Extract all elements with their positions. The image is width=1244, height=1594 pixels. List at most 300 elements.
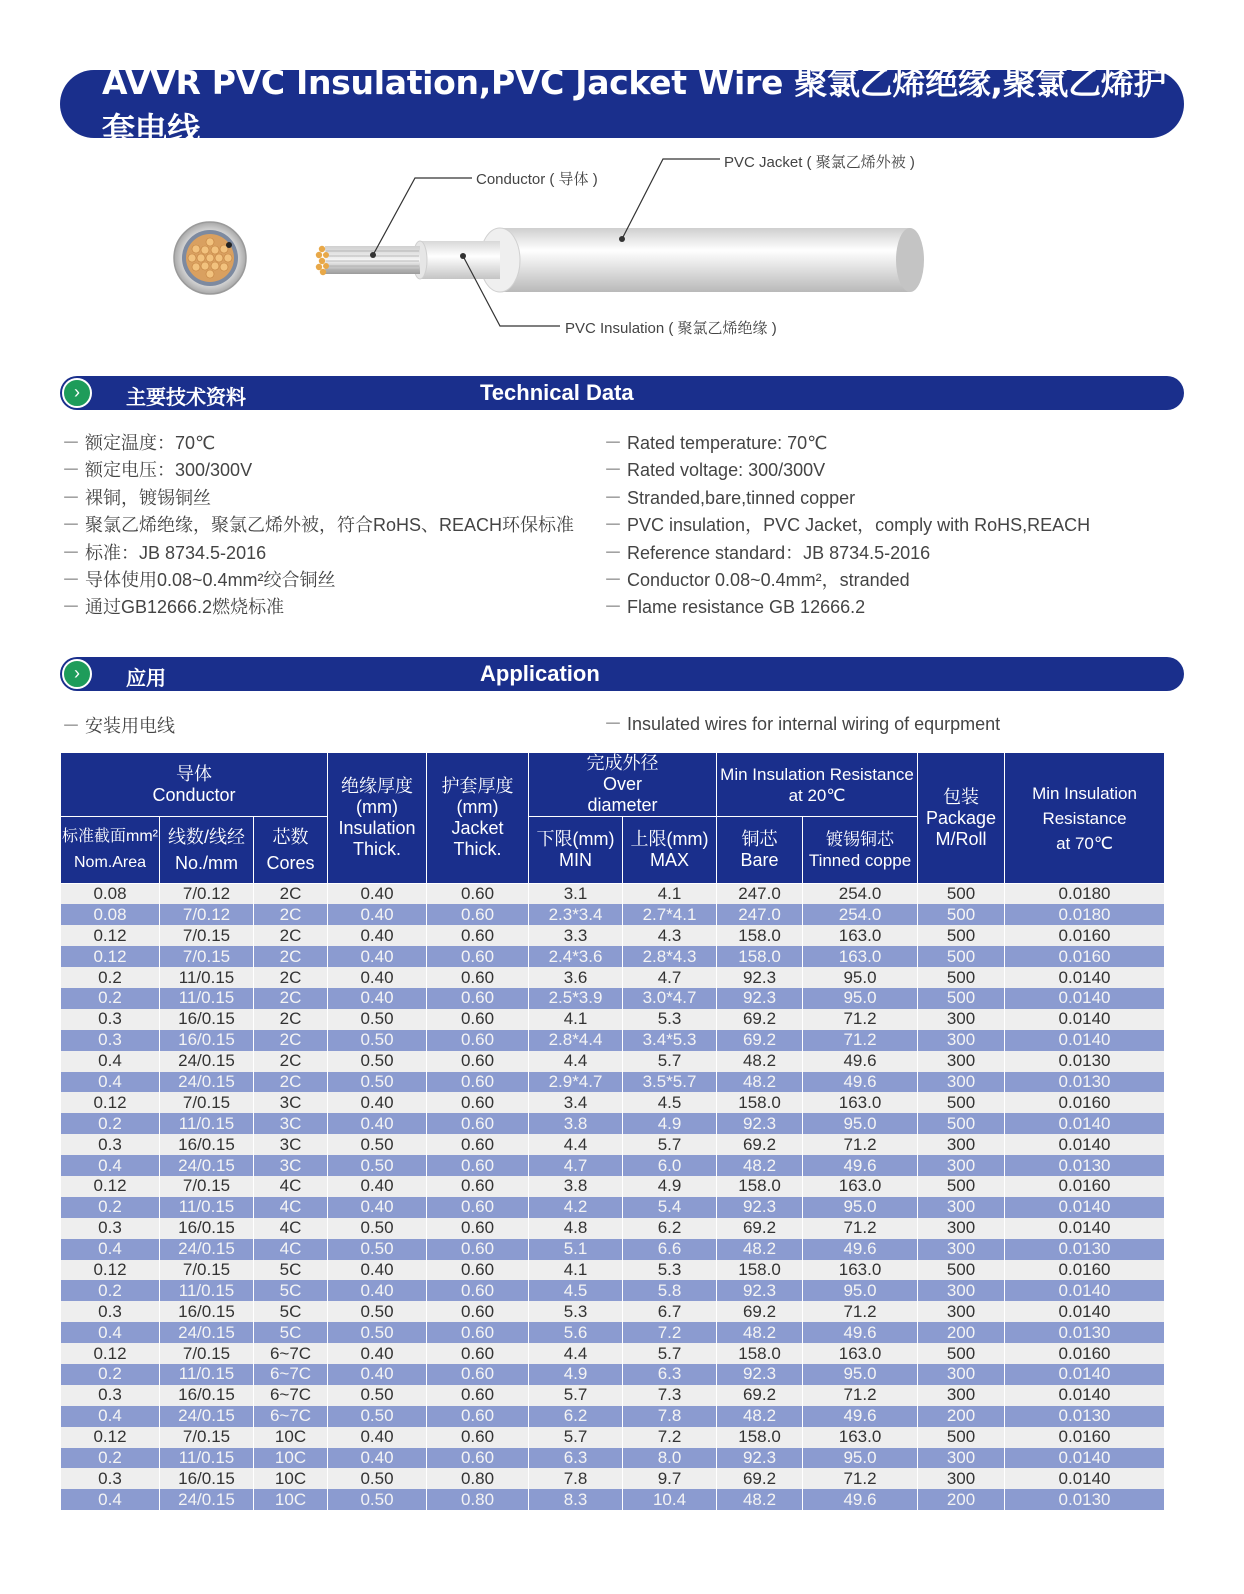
table-row — [61, 1406, 1165, 1427]
table-cell: 163.0 — [803, 946, 918, 967]
table-cell: 6.6 — [623, 1239, 717, 1260]
table-cell: 4C — [254, 1197, 328, 1218]
table-cell: 0.50 — [328, 1301, 427, 1322]
header-bare: 铜芯 Bare — [717, 817, 803, 884]
table-row — [61, 1364, 1165, 1385]
table-cell: 69.2 — [717, 1385, 803, 1406]
application-cn: － 安装用电线 — [62, 716, 176, 736]
table-cell: 0.50 — [328, 1322, 427, 1343]
table-cell: 4.1 — [529, 1260, 623, 1281]
table-cell: 7/0.15 — [160, 1427, 254, 1448]
table-cell: 0.0160 — [1005, 946, 1165, 967]
table-cell: 2C — [254, 988, 328, 1009]
table-cell: 500 — [918, 1092, 1005, 1113]
section-title-en: Technical Data — [480, 380, 634, 405]
table-cell: 0.0140 — [1005, 1218, 1165, 1239]
table-cell: 3.0*4.7 — [623, 988, 717, 1009]
section-title-en: Application — [480, 661, 600, 686]
table-cell: 163.0 — [803, 1092, 918, 1113]
table-cell: 0.40 — [328, 1448, 427, 1469]
table-cell: 0.0130 — [1005, 1072, 1165, 1093]
table-cell: 0.0140 — [1005, 1385, 1165, 1406]
spec-item: － Reference standard：JB 8734.5-2016 — [604, 542, 931, 563]
table-cell: 0.0130 — [1005, 1155, 1165, 1176]
table-cell: 0.0140 — [1005, 1448, 1165, 1469]
table-cell: 7/0.15 — [160, 946, 254, 967]
table-cell: 0.50 — [328, 1051, 427, 1072]
header-min-res-70: Min Insulation Resistance at 70℃ — [1005, 753, 1165, 884]
table-cell: 48.2 — [717, 1489, 803, 1510]
tech-specs-cn — [62, 430, 574, 622]
table-cell: 0.50 — [328, 1218, 427, 1239]
table-cell: 158.0 — [717, 925, 803, 946]
table-cell: 0.40 — [328, 1176, 427, 1197]
table-row — [61, 1092, 1165, 1113]
table-cell: 7/0.15 — [160, 1092, 254, 1113]
table-cell: 247.0 — [717, 884, 803, 905]
table-cell: 0.60 — [427, 1427, 529, 1448]
table-cell: 0.0130 — [1005, 1489, 1165, 1510]
table-cell: 300 — [918, 1134, 1005, 1155]
table-cell: 0.2 — [61, 1448, 160, 1469]
header-nom-area: 标准截面mm² Nom.Area — [61, 817, 160, 884]
table-cell: 300 — [918, 1218, 1005, 1239]
table-cell: 6~7C — [254, 1406, 328, 1427]
table-cell: 5.7 — [623, 1051, 717, 1072]
title-banner — [60, 63, 1184, 149]
table-cell: 0.50 — [328, 1489, 427, 1510]
table-cell: 0.60 — [427, 1051, 529, 1072]
table-cell: 71.2 — [803, 1030, 918, 1051]
table-cell: 158.0 — [717, 946, 803, 967]
table-cell: 4C — [254, 1218, 328, 1239]
table-cell: 0.4 — [61, 1051, 160, 1072]
table-cell: 16/0.15 — [160, 1218, 254, 1239]
table-cell: 0.40 — [328, 1364, 427, 1385]
table-cell: 2C — [254, 904, 328, 925]
table-cell: 92.3 — [717, 1448, 803, 1469]
table-cell: 0.2 — [61, 1364, 160, 1385]
table-cell: 2.9*4.7 — [529, 1072, 623, 1093]
table-cell: 95.0 — [803, 967, 918, 988]
spec-item: － Conductor 0.08~0.4mm²，stranded — [604, 570, 910, 591]
table-cell: 0.40 — [328, 925, 427, 946]
table-cell: 300 — [918, 1301, 1005, 1322]
table-cell: 49.6 — [803, 1155, 918, 1176]
spec-item: － 裸铜，镀锡铜丝 — [62, 487, 212, 508]
table-cell: 71.2 — [803, 1134, 918, 1155]
table-cell: 0.08 — [61, 904, 160, 925]
table-cell: 500 — [918, 884, 1005, 905]
table-cell: 8.0 — [623, 1448, 717, 1469]
table-cell: 0.80 — [427, 1489, 529, 1510]
table-cell: 0.60 — [427, 1280, 529, 1301]
table-cell: 69.2 — [717, 1468, 803, 1489]
header-over-diameter: 完成外径 Over diameter — [529, 753, 717, 817]
header-max: 上限(mm) MAX — [623, 817, 717, 884]
table-row — [61, 1322, 1165, 1343]
table-cell: 95.0 — [803, 1197, 918, 1218]
table-cell: 16/0.15 — [160, 1468, 254, 1489]
table-cell: 11/0.15 — [160, 1280, 254, 1301]
spec-item: － 通过GB12666.2燃烧标准 — [62, 597, 285, 618]
table-row — [61, 904, 1165, 925]
table-cell: 0.0180 — [1005, 904, 1165, 925]
table-cell: 0.50 — [328, 1406, 427, 1427]
table-cell: 254.0 — [803, 904, 918, 925]
table-row — [61, 1113, 1165, 1134]
table-cell: 0.50 — [328, 1155, 427, 1176]
table-cell: 6~7C — [254, 1364, 328, 1385]
table-cell: 300 — [918, 1009, 1005, 1030]
header-cores: 芯数 Cores — [254, 817, 328, 884]
table-cell: 2C — [254, 925, 328, 946]
table-cell: 2.4*3.6 — [529, 946, 623, 967]
table-cell: 95.0 — [803, 1364, 918, 1385]
table-cell: 6.3 — [623, 1364, 717, 1385]
table-cell: 0.40 — [328, 1260, 427, 1281]
table-cell: 7/0.15 — [160, 1176, 254, 1197]
table-cell: 24/0.15 — [160, 1051, 254, 1072]
spec-item: － PVC insulation，PVC Jacket，comply with RoHS,REACH — [604, 515, 1091, 536]
table-cell: 0.60 — [427, 925, 529, 946]
table-cell: 0.0140 — [1005, 1030, 1165, 1051]
table-cell: 0.08 — [61, 884, 160, 905]
table-cell: 0.0140 — [1005, 988, 1165, 1009]
table-cell: 2.5*3.9 — [529, 988, 623, 1009]
table-cell: 2.7*4.1 — [623, 904, 717, 925]
application-header — [60, 657, 1184, 691]
table-row — [61, 1448, 1165, 1469]
table-cell: 0.4 — [61, 1072, 160, 1093]
table-cell: 158.0 — [717, 1427, 803, 1448]
table-cell: 7.8 — [529, 1468, 623, 1489]
technical-data-header — [60, 376, 1184, 410]
table-cell: 4.5 — [529, 1280, 623, 1301]
table-cell: 0.0160 — [1005, 1427, 1165, 1448]
table-cell: 500 — [918, 1343, 1005, 1364]
table-cell: 4.1 — [623, 884, 717, 905]
table-cell: 0.60 — [427, 1301, 529, 1322]
table-cell: 0.40 — [328, 1343, 427, 1364]
table-cell: 2.8*4.3 — [623, 946, 717, 967]
spec-item: － Flame resistance GB 12666.2 — [604, 597, 866, 618]
section-title-cn: 主要技术资料 — [126, 387, 246, 409]
chevron-right-icon: › — [62, 659, 92, 689]
table-cell: 2C — [254, 1030, 328, 1051]
table-cell: 6.0 — [623, 1155, 717, 1176]
table-cell: 5.3 — [529, 1301, 623, 1322]
table-cell: 10C — [254, 1489, 328, 1510]
table-cell: 49.6 — [803, 1072, 918, 1093]
table-cell: 0.4 — [61, 1155, 160, 1176]
table-cell: 163.0 — [803, 1343, 918, 1364]
table-cell: 0.4 — [61, 1406, 160, 1427]
table-cell: 0.3 — [61, 1468, 160, 1489]
table-cell: 0.60 — [427, 1406, 529, 1427]
table-cell: 5.1 — [529, 1239, 623, 1260]
table-cell: 69.2 — [717, 1218, 803, 1239]
table-cell: 0.12 — [61, 946, 160, 967]
table-cell: 6.3 — [529, 1448, 623, 1469]
header-tinned: 镀锡铜芯 Tinned coppe — [803, 817, 918, 884]
page-title: AVVR PVC Insulation,PVC Jacket Wire 聚氯乙烯绝缘,聚氯乙烯护套电线 — [102, 63, 1167, 149]
table-cell: 10C — [254, 1468, 328, 1489]
table-cell: 300 — [918, 1280, 1005, 1301]
table-cell: 10C — [254, 1448, 328, 1469]
table-body — [61, 884, 1165, 1511]
table-cell: 7/0.15 — [160, 1343, 254, 1364]
table-row — [61, 1134, 1165, 1155]
table-cell: 300 — [918, 1072, 1005, 1093]
table-cell: 5C — [254, 1280, 328, 1301]
table-cell: 163.0 — [803, 1427, 918, 1448]
table-cell: 16/0.15 — [160, 1385, 254, 1406]
table-cell: 3.4*5.3 — [623, 1030, 717, 1051]
table-cell: 0.60 — [427, 1260, 529, 1281]
table-row — [61, 946, 1165, 967]
pvc-jacket-label: PVC Jacket ( 聚氯乙烯外被 ) — [724, 154, 915, 171]
header-min-res-20: Min Insulation Resistance at 20℃ — [717, 753, 918, 817]
table-cell: 92.3 — [717, 988, 803, 1009]
table-cell: 0.60 — [427, 1343, 529, 1364]
spec-item: － 聚氯乙烯绝缘，聚氯乙烯外被，符合RoHS、REACH环保标准 — [62, 515, 575, 536]
table-cell: 0.40 — [328, 1092, 427, 1113]
table-cell: 5.4 — [623, 1197, 717, 1218]
table-cell: 0.0180 — [1005, 884, 1165, 905]
table-cell: 16/0.15 — [160, 1009, 254, 1030]
table-cell: 95.0 — [803, 1280, 918, 1301]
table-cell: 0.3 — [61, 1385, 160, 1406]
table-cell: 4C — [254, 1239, 328, 1260]
table-cell: 0.60 — [427, 1197, 529, 1218]
table-cell: 0.2 — [61, 967, 160, 988]
table-cell: 7/0.15 — [160, 1260, 254, 1281]
table-cell: 0.0140 — [1005, 1134, 1165, 1155]
table-cell: 4.1 — [529, 1009, 623, 1030]
table-cell: 300 — [918, 1468, 1005, 1489]
table-cell: 0.60 — [427, 1385, 529, 1406]
table-cell: 49.6 — [803, 1489, 918, 1510]
table-cell: 2C — [254, 1009, 328, 1030]
spec-item: － Stranded,bare,tinned copper — [604, 487, 856, 508]
table-cell: 0.0130 — [1005, 1406, 1165, 1427]
table-cell: 48.2 — [717, 1072, 803, 1093]
table-cell: 2C — [254, 884, 328, 905]
table-cell: 0.4 — [61, 1322, 160, 1343]
table-cell: 11/0.15 — [160, 1113, 254, 1134]
table-cell: 10.4 — [623, 1489, 717, 1510]
spec-item: － 额定温度：70℃ — [62, 433, 216, 453]
table-cell: 0.40 — [328, 1280, 427, 1301]
table-cell: 11/0.15 — [160, 1448, 254, 1469]
table-cell: 0.60 — [427, 988, 529, 1009]
table-cell: 92.3 — [717, 1280, 803, 1301]
table-cell: 0.3 — [61, 1134, 160, 1155]
spec-item: － 额定电压：300/300V — [62, 460, 253, 481]
table-cell: 2C — [254, 967, 328, 988]
table-cell: 0.2 — [61, 1113, 160, 1134]
table-cell: 16/0.15 — [160, 1134, 254, 1155]
table-cell: 0.0140 — [1005, 1197, 1165, 1218]
table-cell: 4.9 — [529, 1364, 623, 1385]
table-cell: 8.3 — [529, 1489, 623, 1510]
table-cell: 92.3 — [717, 1364, 803, 1385]
table-cell: 0.60 — [427, 1092, 529, 1113]
table-cell: 16/0.15 — [160, 1301, 254, 1322]
table-row — [61, 1468, 1165, 1489]
table-cell: 7/0.12 — [160, 884, 254, 905]
table-cell: 4.4 — [529, 1343, 623, 1364]
table-cell: 0.0140 — [1005, 967, 1165, 988]
table-cell: 4.5 — [623, 1092, 717, 1113]
table-cell: 0.50 — [328, 1009, 427, 1030]
table-cell: 0.12 — [61, 1176, 160, 1197]
chevron-right-icon: › — [62, 378, 92, 408]
table-cell: 0.50 — [328, 1385, 427, 1406]
table-cell: 5.7 — [529, 1427, 623, 1448]
table-row — [61, 1280, 1165, 1301]
table-row — [61, 1072, 1165, 1093]
table-row — [61, 1301, 1165, 1322]
table-cell: 11/0.15 — [160, 988, 254, 1009]
table-cell: 0.3 — [61, 1301, 160, 1322]
table-cell: 500 — [918, 946, 1005, 967]
table-cell: 3.3 — [529, 925, 623, 946]
application-en: － Insulated wires for internal wiring of equrpment — [604, 714, 1001, 734]
table-cell: 5.8 — [623, 1280, 717, 1301]
table-cell: 0.0130 — [1005, 1051, 1165, 1072]
table-cell: 0.40 — [328, 1113, 427, 1134]
table-cell: 0.60 — [427, 946, 529, 967]
table-cell: 200 — [918, 1406, 1005, 1427]
table-cell: 0.0160 — [1005, 1343, 1165, 1364]
table-cell: 7.2 — [623, 1322, 717, 1343]
table-row — [61, 988, 1165, 1009]
table-cell: 7.3 — [623, 1385, 717, 1406]
table-cell: 163.0 — [803, 1260, 918, 1281]
table-cell: 6.2 — [623, 1218, 717, 1239]
table-cell: 163.0 — [803, 1176, 918, 1197]
table-cell: 0.0140 — [1005, 1301, 1165, 1322]
table-cell: 16/0.15 — [160, 1030, 254, 1051]
table-cell: 5.6 — [529, 1322, 623, 1343]
header-conductor: 导体 Conductor — [61, 753, 328, 817]
table-cell: 6~7C — [254, 1343, 328, 1364]
table-cell: 0.2 — [61, 1197, 160, 1218]
spec-item: － 标准：JB 8734.5-2016 — [62, 542, 267, 563]
table-cell: 92.3 — [717, 1113, 803, 1134]
table-row — [61, 1489, 1165, 1510]
table-cell: 0.12 — [61, 1343, 160, 1364]
table-cell: 92.3 — [717, 1197, 803, 1218]
table-row — [61, 1218, 1165, 1239]
table-cell: 49.6 — [803, 1239, 918, 1260]
table-cell: 0.40 — [328, 1197, 427, 1218]
table-cell: 0.2 — [61, 988, 160, 1009]
table-cell: 500 — [918, 925, 1005, 946]
table-cell: 2C — [254, 946, 328, 967]
table-cell: 0.0160 — [1005, 925, 1165, 946]
table-cell: 0.0140 — [1005, 1364, 1165, 1385]
header-jacket-thick: 护套厚度 (mm) Jacket Thick. — [427, 753, 529, 884]
table-cell: 0.40 — [328, 967, 427, 988]
table-cell: 71.2 — [803, 1009, 918, 1030]
table-cell: 158.0 — [717, 1343, 803, 1364]
table-cell: 6.2 — [529, 1406, 623, 1427]
table-cell: 254.0 — [803, 884, 918, 905]
table-cell: 300 — [918, 1448, 1005, 1469]
table-cell: 0.0140 — [1005, 1468, 1165, 1489]
table-cell: 95.0 — [803, 1448, 918, 1469]
table-cell: 0.40 — [328, 1427, 427, 1448]
table-cell: 500 — [918, 1260, 1005, 1281]
table-cell: 0.0160 — [1005, 1260, 1165, 1281]
table-cell: 0.50 — [328, 1468, 427, 1489]
table-cell: 0.50 — [328, 1239, 427, 1260]
table-cell: 247.0 — [717, 904, 803, 925]
table-cell: 4C — [254, 1176, 328, 1197]
header-insulation-thick: 绝缘厚度 (mm) Insulation Thick. — [328, 753, 427, 884]
table-cell: 0.40 — [328, 946, 427, 967]
table-cell: 24/0.15 — [160, 1406, 254, 1427]
table-cell: 48.2 — [717, 1406, 803, 1427]
table-cell: 5.7 — [623, 1343, 717, 1364]
table-cell: 4.2 — [529, 1197, 623, 1218]
table-cell: 0.40 — [328, 904, 427, 925]
table-cell: 0.40 — [328, 884, 427, 905]
table-cell: 500 — [918, 1176, 1005, 1197]
table-row — [61, 1009, 1165, 1030]
table-cell: 0.60 — [427, 1030, 529, 1051]
table-cell: 0.80 — [427, 1468, 529, 1489]
table-cell: 300 — [918, 1051, 1005, 1072]
table-cell: 0.50 — [328, 1030, 427, 1051]
table-cell: 3C — [254, 1155, 328, 1176]
table-cell: 5C — [254, 1301, 328, 1322]
table-cell: 0.0140 — [1005, 1009, 1165, 1030]
table-cell: 95.0 — [803, 988, 918, 1009]
tech-specs-en — [604, 430, 1090, 622]
table-cell: 49.6 — [803, 1406, 918, 1427]
spec-item: － 导体使用0.08~0.4mm²绞合铜丝 — [62, 570, 336, 591]
header-min: 下限(mm) MIN — [529, 817, 623, 884]
table-cell: 0.0160 — [1005, 1176, 1165, 1197]
table-cell: 2.8*4.4 — [529, 1030, 623, 1051]
table-cell: 158.0 — [717, 1260, 803, 1281]
table-cell: 200 — [918, 1322, 1005, 1343]
table-cell: 2C — [254, 1051, 328, 1072]
table-row — [61, 1385, 1165, 1406]
table-cell: 24/0.15 — [160, 1239, 254, 1260]
table-cell: 0.50 — [328, 1134, 427, 1155]
table-cell: 4.9 — [623, 1176, 717, 1197]
table-cell: 7/0.15 — [160, 925, 254, 946]
table-cell: 0.0140 — [1005, 1113, 1165, 1134]
table-cell: 0.3 — [61, 1218, 160, 1239]
table-cell: 4.8 — [529, 1218, 623, 1239]
table-cell: 69.2 — [717, 1030, 803, 1051]
table-cell: 4.7 — [623, 967, 717, 988]
table-cell: 0.60 — [427, 1364, 529, 1385]
table-cell: 163.0 — [803, 925, 918, 946]
table-cell: 11/0.15 — [160, 967, 254, 988]
table-cell: 300 — [918, 1155, 1005, 1176]
table-cell: 9.7 — [623, 1468, 717, 1489]
table-row — [61, 1427, 1165, 1448]
table-cell: 48.2 — [717, 1155, 803, 1176]
table-cell: 71.2 — [803, 1301, 918, 1322]
